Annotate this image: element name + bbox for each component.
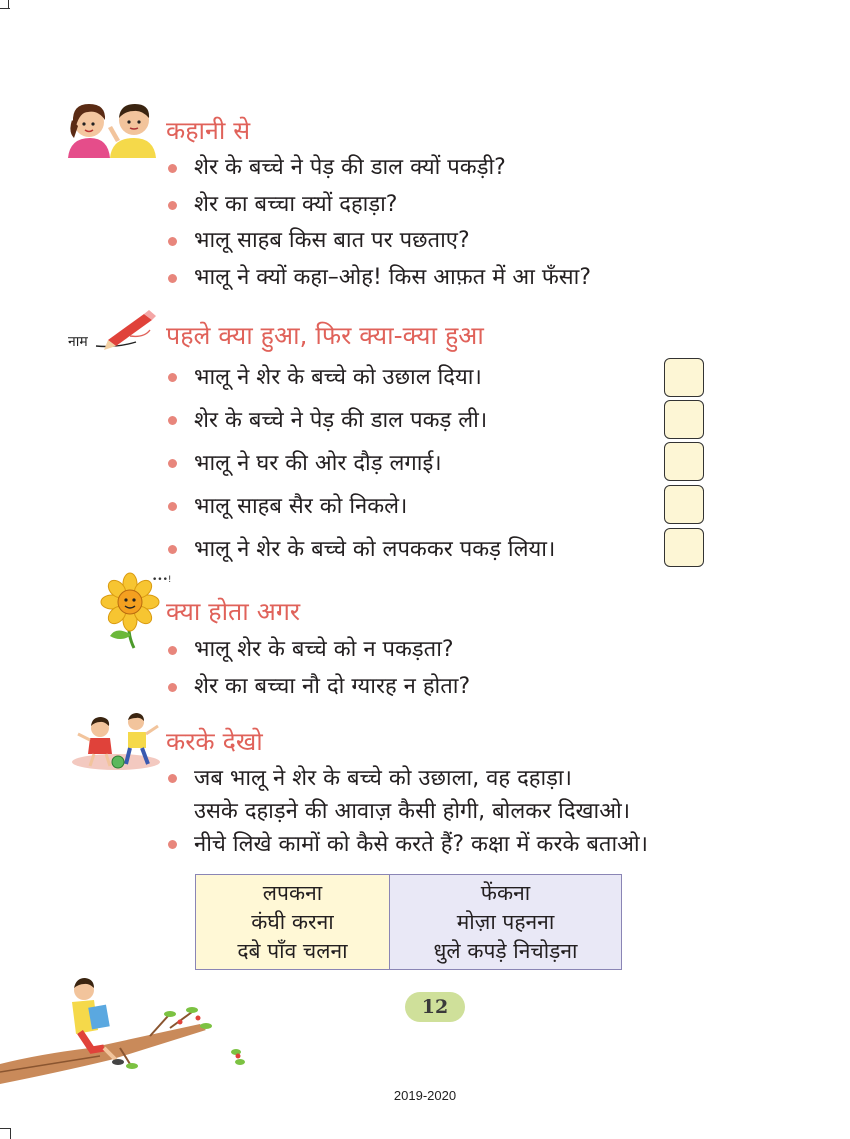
action-words-table: [195, 874, 622, 970]
table-cell: फेंकना: [480, 881, 531, 905]
sequence-list: [168, 356, 555, 571]
sequence-answer-box[interactable]: [664, 442, 704, 481]
bullet-icon: [168, 545, 177, 554]
list-item: भालू शेर के बच्चे को न पकड़ता?: [168, 632, 470, 669]
bullet-icon: [168, 164, 177, 173]
table-column-2: [390, 875, 622, 970]
bullet-icon: [168, 646, 177, 655]
bullet-icon: [168, 416, 177, 425]
table-cell: लपकना: [262, 881, 323, 905]
list-item: भालू ने क्यों कहा–ओह! किस आफ़त में आ फँसा?: [168, 260, 591, 297]
section-title-agar: क्या होता अगर: [166, 597, 301, 626]
bullet-icon: [168, 237, 177, 246]
crop-mark: [0, 8, 10, 10]
crop-mark: [0, 1128, 10, 1130]
crop-mark: [0, 0, 9, 8]
table-cell: मोज़ा पहनना: [456, 910, 555, 934]
crop-mark: [10, 1128, 12, 1139]
svg-text:नाम: नाम: [68, 334, 88, 350]
list-item: भालू ने शेर के बच्चे को लपककर पकड़ लिया।: [168, 528, 555, 571]
list-item: भालू साहब सैर को निकले।: [168, 485, 555, 528]
karke-activity-list: [168, 762, 648, 861]
table-cell: धुले कपड़े निचोड़ना: [433, 939, 578, 963]
list-item: शेर का बच्चा क्यों दहाड़ा?: [168, 187, 591, 224]
agar-question-list: [168, 632, 470, 705]
bullet-icon: [168, 459, 177, 468]
list-item: नीचे लिखे कामों को कैसे करते हैं? कक्षा में करके बताओ।: [168, 828, 648, 861]
sequence-answer-box[interactable]: [664, 358, 704, 397]
list-item: शेर के बच्चे ने पेड़ की डाल क्यों पकड़ी?: [168, 150, 591, 187]
table-column-1: [196, 875, 390, 970]
bullet-icon: [168, 274, 177, 283]
list-item-continued: उसके दहाड़ने की आवाज़ कैसी होगी, बोलकर दिखाओ।: [194, 799, 631, 824]
section-title-karke: करके देखो: [166, 727, 263, 756]
kahani-question-list: [168, 150, 591, 296]
table-cell: कंघी करना: [251, 910, 334, 934]
list-item: जब भालू ने शेर के बच्चे को उछाला, वह दहाड़ा।: [168, 762, 648, 795]
bullet-icon: [168, 774, 177, 783]
pencil-writing-icon: [66, 308, 162, 352]
year-footer: 2019-2020: [393, 1088, 457, 1103]
list-item: शेर का बच्चा नौ दो ग्यारह न होता?: [168, 669, 470, 706]
list-item: भालू साहब किस बात पर पछताए?: [168, 223, 591, 260]
svg-text:•••!: •••!: [152, 575, 172, 585]
list-item: भालू ने घर की ओर दौड़ लगाई।: [168, 442, 555, 485]
section-title-kahani: कहानी से: [166, 116, 251, 145]
section-title-sequence: पहले क्या हुआ, फिर क्या-क्या हुआ: [166, 321, 484, 350]
sequence-answer-box[interactable]: [664, 485, 704, 524]
page-number-badge: 12: [405, 992, 465, 1022]
list-item: भालू ने शेर के बच्चे को उछाल दिया।: [168, 356, 555, 399]
bullet-icon: [168, 201, 177, 210]
bullet-icon: [168, 683, 177, 692]
children-talking-icon: [62, 98, 162, 160]
sequence-answer-box[interactable]: [664, 400, 704, 439]
children-playing-icon: [70, 708, 162, 770]
boy-reading-on-branch-illustration: [0, 968, 250, 1086]
sequence-answer-box[interactable]: [664, 528, 704, 567]
bullet-icon: [168, 840, 177, 849]
table-cell: दबे पाँव चलना: [237, 939, 348, 963]
list-item: शेर के बच्चे ने पेड़ की डाल पकड़ ली।: [168, 399, 555, 442]
bullet-icon: [168, 373, 177, 382]
bullet-icon: [168, 502, 177, 511]
